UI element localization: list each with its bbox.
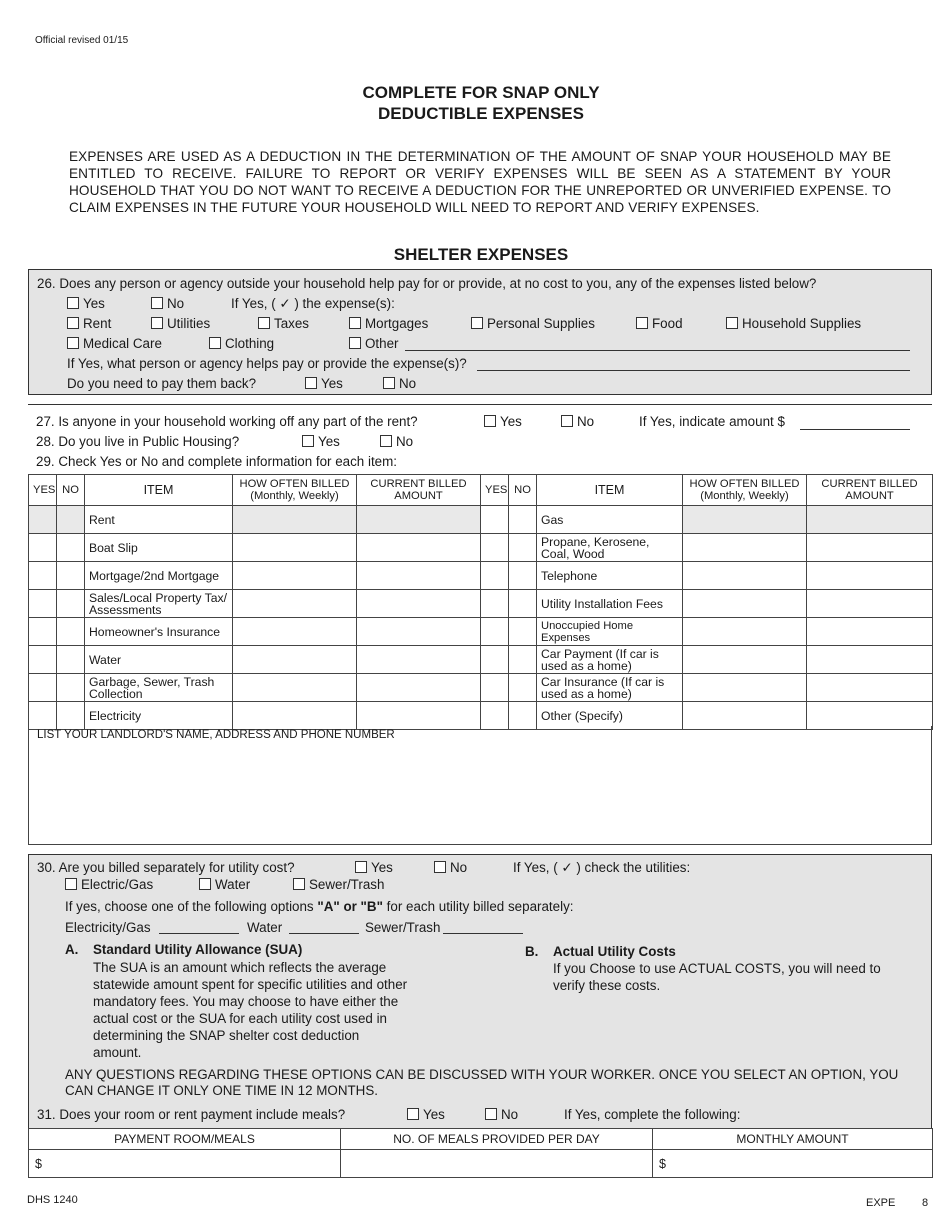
- no-cell[interactable]: [57, 674, 85, 702]
- option-a-title: Standard Utility Allowance (SUA): [93, 942, 303, 957]
- item-cell: Garbage, Sewer, Trash Collection: [85, 674, 233, 702]
- meals-table-header: [29, 1129, 933, 1150]
- table-row: [29, 646, 933, 674]
- checkbox-icon: [199, 878, 211, 890]
- q31-if-yes: If Yes, complete the following:: [564, 1107, 741, 1122]
- q26-other[interactable]: Other: [349, 334, 399, 354]
- question-26-section: [28, 269, 932, 395]
- item-cell: Utility Installation Fees: [537, 590, 683, 618]
- how-often-cell[interactable]: [683, 674, 807, 702]
- title-line-2: DEDUCTIBLE EXPENSES: [378, 104, 584, 123]
- no-cell[interactable]: [57, 646, 85, 674]
- q26-utilities[interactable]: Utilities: [151, 314, 210, 334]
- checkbox-icon: [380, 435, 392, 447]
- shelter-expenses-title: SHELTER EXPENSES: [393, 245, 569, 264]
- amount-cell[interactable]: [357, 618, 481, 646]
- item-cell: Unoccupied Home Expenses: [537, 618, 683, 646]
- amount-cell[interactable]: [807, 562, 933, 590]
- q31-no[interactable]: No: [485, 1105, 518, 1125]
- checkbox-icon: [65, 878, 77, 890]
- how-often-cell[interactable]: [683, 590, 807, 618]
- no-cell[interactable]: [57, 562, 85, 590]
- table-row: [29, 562, 933, 590]
- no-cell[interactable]: [57, 534, 85, 562]
- col-billed-amount: CURRENT BILLED AMOUNT: [357, 475, 481, 506]
- checkbox-icon: [636, 317, 648, 329]
- yes-cell[interactable]: [29, 562, 57, 590]
- no-cell[interactable]: [509, 618, 537, 646]
- revision-note: Official revised 01/15: [35, 35, 129, 46]
- q28-no[interactable]: No: [380, 432, 413, 452]
- amount-cell[interactable]: [807, 674, 933, 702]
- checkbox-icon: [209, 337, 221, 349]
- col-yes-2: YES: [481, 475, 509, 506]
- no-cell[interactable]: [509, 506, 537, 534]
- page-number: 8: [922, 1197, 929, 1209]
- how-often-cell[interactable]: [233, 618, 357, 646]
- q27-amount-field[interactable]: [800, 412, 910, 430]
- how-often-cell[interactable]: [233, 590, 357, 618]
- checkbox-icon: [151, 297, 163, 309]
- how-often-cell[interactable]: [233, 674, 357, 702]
- q30-sewer-trash[interactable]: Sewer/Trash: [293, 875, 384, 895]
- q30-elec-field[interactable]: [159, 918, 239, 934]
- q26-household-supplies[interactable]: Household Supplies: [726, 314, 861, 334]
- yes-cell[interactable]: [29, 506, 57, 534]
- item-cell: Boat Slip: [85, 534, 233, 562]
- amount-cell[interactable]: [807, 590, 933, 618]
- checkbox-icon: [302, 435, 314, 447]
- item-cell: Propane, Kerosene, Coal, Wood: [537, 534, 683, 562]
- q27-no[interactable]: No: [561, 412, 594, 432]
- dollar-sign: $: [659, 1156, 666, 1171]
- checkbox-icon: [151, 317, 163, 329]
- q27-yes[interactable]: Yes: [484, 412, 522, 432]
- table-row: [29, 590, 933, 618]
- q30-elec-label: Electricity/Gas: [65, 920, 151, 935]
- yes-cell[interactable]: [481, 534, 509, 562]
- yes-cell[interactable]: [481, 674, 509, 702]
- yes-cell[interactable]: [481, 646, 509, 674]
- q26-if-yes: If Yes, ( ✓ ) the expense(s):: [231, 296, 395, 311]
- yes-cell[interactable]: [29, 618, 57, 646]
- how-often-cell[interactable]: [233, 506, 357, 534]
- checkbox-icon: [293, 878, 305, 890]
- q26-personal-supplies[interactable]: Personal Supplies: [471, 314, 595, 334]
- item-cell: Other (Specify): [537, 702, 683, 730]
- amount-cell[interactable]: [807, 534, 933, 562]
- table-row: [29, 618, 933, 646]
- q30-no[interactable]: No: [434, 858, 467, 878]
- yes-cell[interactable]: [29, 674, 57, 702]
- col-monthly-amount: MONTHLY AMOUNT: [653, 1129, 933, 1150]
- checkbox-icon: [407, 1108, 419, 1120]
- title-line-1: COMPLETE FOR SNAP ONLY: [362, 83, 600, 102]
- no-cell[interactable]: [57, 590, 85, 618]
- no-cell[interactable]: [57, 618, 85, 646]
- yes-cell[interactable]: [481, 506, 509, 534]
- yes-cell[interactable]: [481, 618, 509, 646]
- col-no-2: NO: [509, 475, 537, 506]
- q26-payback-no[interactable]: No: [383, 374, 416, 394]
- how-often-cell[interactable]: [683, 618, 807, 646]
- how-often-cell[interactable]: [233, 562, 357, 590]
- how-often-cell[interactable]: [683, 562, 807, 590]
- form-number: DHS 1240: [27, 1194, 78, 1206]
- table-row: [29, 534, 933, 562]
- no-cell[interactable]: [509, 534, 537, 562]
- no-cell[interactable]: [509, 590, 537, 618]
- landlord-label: LIST YOUR LANDLORD'S NAME, ADDRESS AND PHONE NUMBER: [37, 729, 395, 741]
- item-cell: Electricity: [85, 702, 233, 730]
- checkbox-icon: [349, 337, 361, 349]
- q26-taxes[interactable]: Taxes: [258, 314, 309, 334]
- checkbox-icon: [258, 317, 270, 329]
- item-cell: Gas: [537, 506, 683, 534]
- checkbox-icon: [67, 297, 79, 309]
- yes-cell[interactable]: [481, 590, 509, 618]
- checkbox-icon: [67, 317, 79, 329]
- q26-who-field[interactable]: [477, 354, 910, 371]
- amount-cell[interactable]: [357, 534, 481, 562]
- checkbox-icon: [383, 377, 395, 389]
- q28-yes[interactable]: Yes: [302, 432, 340, 452]
- how-often-cell[interactable]: [683, 534, 807, 562]
- q30-electric-gas[interactable]: Electric/Gas: [65, 875, 153, 895]
- yes-cell[interactable]: [481, 562, 509, 590]
- q30-water-field[interactable]: [289, 918, 359, 934]
- q31-yes[interactable]: Yes: [407, 1105, 445, 1125]
- expense-table-header: [29, 475, 933, 506]
- q30-text: 30. Are you billed separately for utility cost?: [37, 860, 295, 875]
- q30-choose-text: If yes, choose one of the following options "A" or "B" for each utility billed separately:: [65, 899, 574, 914]
- option-b-label: B.: [525, 944, 539, 959]
- item-cell: Rent: [85, 506, 233, 534]
- no-cell[interactable]: [509, 562, 537, 590]
- how-often-cell[interactable]: [233, 646, 357, 674]
- col-how-often: HOW OFTEN BILLED (Monthly, Weekly): [233, 475, 357, 506]
- intro-paragraph: EXPENSES ARE USED AS A DEDUCTION IN THE DETERMINATION OF THE AMOUNT OF SNAP YOUR HOUSEHOLD MAY BE ENTITLED TO RECEIVE. FAILURE TO REPORT OR VERIFY EXPENSES WILL BE SEEN AS A STATEMENT BY YOUR HOUSEHOLD THAT YOU DO NOT WANT TO RECEIVE A DEDUCTION FOR THE UNREPORTED OR UNVERIFIED EXPENSE. TO CLAIM EXPENSES IN THE FUTURE YOUR HOUSEHOLD WILL NEED TO REPORT AND VERIFY EXPENSES.: [69, 149, 891, 215]
- question-30-section: [28, 854, 932, 1129]
- q26-mortgages[interactable]: Mortgages: [349, 314, 428, 334]
- q26-rent[interactable]: Rent: [67, 314, 111, 334]
- q30-if-yes: If Yes, ( ✓ ) check the utilities:: [513, 860, 691, 875]
- q26-clothing[interactable]: Clothing: [209, 334, 274, 354]
- meals-table: [28, 1128, 933, 1178]
- col-item: ITEM: [85, 475, 233, 506]
- q26-medical-care[interactable]: Medical Care: [67, 334, 162, 354]
- no-cell[interactable]: [57, 506, 85, 534]
- q28-text: 28. Do you live in Public Housing?: [36, 434, 240, 449]
- q27-text: 27. Is anyone in your household working off any part of the rent?: [36, 414, 418, 429]
- how-often-cell[interactable]: [683, 506, 807, 534]
- amount-cell[interactable]: [357, 506, 481, 534]
- section-code: EXPE: [866, 1197, 896, 1209]
- dollar-sign: $: [35, 1156, 42, 1171]
- col-no: NO: [57, 475, 85, 506]
- col-payment-room-meals: PAYMENT ROOM/MEALS: [29, 1129, 341, 1150]
- amount-cell[interactable]: [807, 618, 933, 646]
- q30-water-label: Water: [247, 920, 283, 935]
- divider: [28, 404, 932, 405]
- meals-per-day-field[interactable]: [341, 1150, 653, 1178]
- amount-cell[interactable]: [807, 506, 933, 534]
- amount-cell[interactable]: [357, 646, 481, 674]
- q30-water[interactable]: Water: [199, 875, 250, 895]
- item-cell: Water: [85, 646, 233, 674]
- q26-no[interactable]: No: [151, 294, 184, 314]
- checkbox-icon: [305, 377, 317, 389]
- q26-text: 26. Does any person or agency outside your household help pay for or provide, at no cost to you, any of the expenses listed below?: [37, 276, 817, 291]
- yes-cell[interactable]: [29, 590, 57, 618]
- q26-payback-label: Do you need to pay them back?: [67, 376, 257, 391]
- page-title: [0, 82, 950, 124]
- checkbox-icon: [484, 415, 496, 427]
- q26-other-field[interactable]: [405, 334, 910, 351]
- col-billed-amount-2: CURRENT BILLED AMOUNT: [807, 475, 933, 506]
- col-how-often-2: HOW OFTEN BILLED (Monthly, Weekly): [683, 475, 807, 506]
- checkbox-icon: [471, 317, 483, 329]
- q30-questions-note: ANY QUESTIONS REGARDING THESE OPTIONS CAN BE DISCUSSED WITH YOUR WORKER. ONCE YOU SELECT AN OPTION, YOU CAN CHANGE IT ONLY ONE TIME IN 12 MONTHS.: [65, 1067, 899, 1098]
- option-a-text: The SUA is an amount which reflects the average statewide amount spent for specific utilities and other mandatory fees. You may choose to have either the actual cost or the SUA for each utility cost used in determining the SNAP shelter cost deduction amount.: [93, 960, 408, 1060]
- q30-yes[interactable]: Yes: [355, 858, 393, 878]
- landlord-info-field[interactable]: [28, 726, 932, 845]
- table-row: [29, 506, 933, 534]
- how-often-cell[interactable]: [233, 534, 357, 562]
- checkbox-icon: [726, 317, 738, 329]
- option-b-title: Actual Utility Costs: [553, 944, 676, 959]
- amount-cell[interactable]: [357, 674, 481, 702]
- q30-sewer-label: Sewer/Trash: [365, 920, 441, 935]
- amount-cell[interactable]: [807, 646, 933, 674]
- col-yes: YES: [29, 475, 57, 506]
- q26-food[interactable]: Food: [636, 314, 683, 334]
- checkbox-icon: [349, 317, 361, 329]
- item-cell: Homeowner's Insurance: [85, 618, 233, 646]
- col-meals-per-day: NO. OF MEALS PROVIDED PER DAY: [341, 1129, 653, 1150]
- item-cell: Mortgage/2nd Mortgage: [85, 562, 233, 590]
- checkbox-icon: [561, 415, 573, 427]
- amount-cell[interactable]: [357, 590, 481, 618]
- q26-yes[interactable]: Yes: [67, 294, 105, 314]
- table-row: [29, 674, 933, 702]
- option-b-text: If you Choose to use ACTUAL COSTS, you will need to verify these costs.: [553, 961, 881, 993]
- checkbox-icon: [434, 861, 446, 873]
- item-cell: Telephone: [537, 562, 683, 590]
- no-cell[interactable]: [509, 646, 537, 674]
- checkbox-icon: [355, 861, 367, 873]
- q30-sewer-field[interactable]: [443, 918, 523, 934]
- amount-cell[interactable]: [357, 562, 481, 590]
- monthly-amount-field[interactable]: [653, 1150, 933, 1178]
- how-often-cell[interactable]: [683, 646, 807, 674]
- item-cell: Sales/Local Property Tax/ Assessments: [85, 590, 233, 618]
- checkbox-icon: [67, 337, 79, 349]
- payment-room-meals-field[interactable]: [29, 1150, 341, 1178]
- yes-cell[interactable]: [29, 534, 57, 562]
- q31-text: 31. Does your room or rent payment include meals?: [37, 1107, 346, 1122]
- option-a-label: A.: [65, 942, 79, 957]
- meals-table-row: [29, 1150, 933, 1178]
- q29-text: 29. Check Yes or No and complete information for each item:: [36, 454, 397, 469]
- q26-who-label: If Yes, what person or agency helps pay or provide the expense(s)?: [67, 356, 467, 371]
- no-cell[interactable]: [509, 674, 537, 702]
- q27-amount-label: If Yes, indicate amount $: [639, 414, 785, 429]
- expense-table: [28, 474, 933, 730]
- item-cell: Car Payment (If car is used as a home): [537, 646, 683, 674]
- checkbox-icon: [485, 1108, 497, 1120]
- yes-cell[interactable]: [29, 646, 57, 674]
- item-cell: Car Insurance (If car is used as a home): [537, 674, 683, 702]
- col-item-2: ITEM: [537, 475, 683, 506]
- q26-payback-yes[interactable]: Yes: [305, 374, 343, 394]
